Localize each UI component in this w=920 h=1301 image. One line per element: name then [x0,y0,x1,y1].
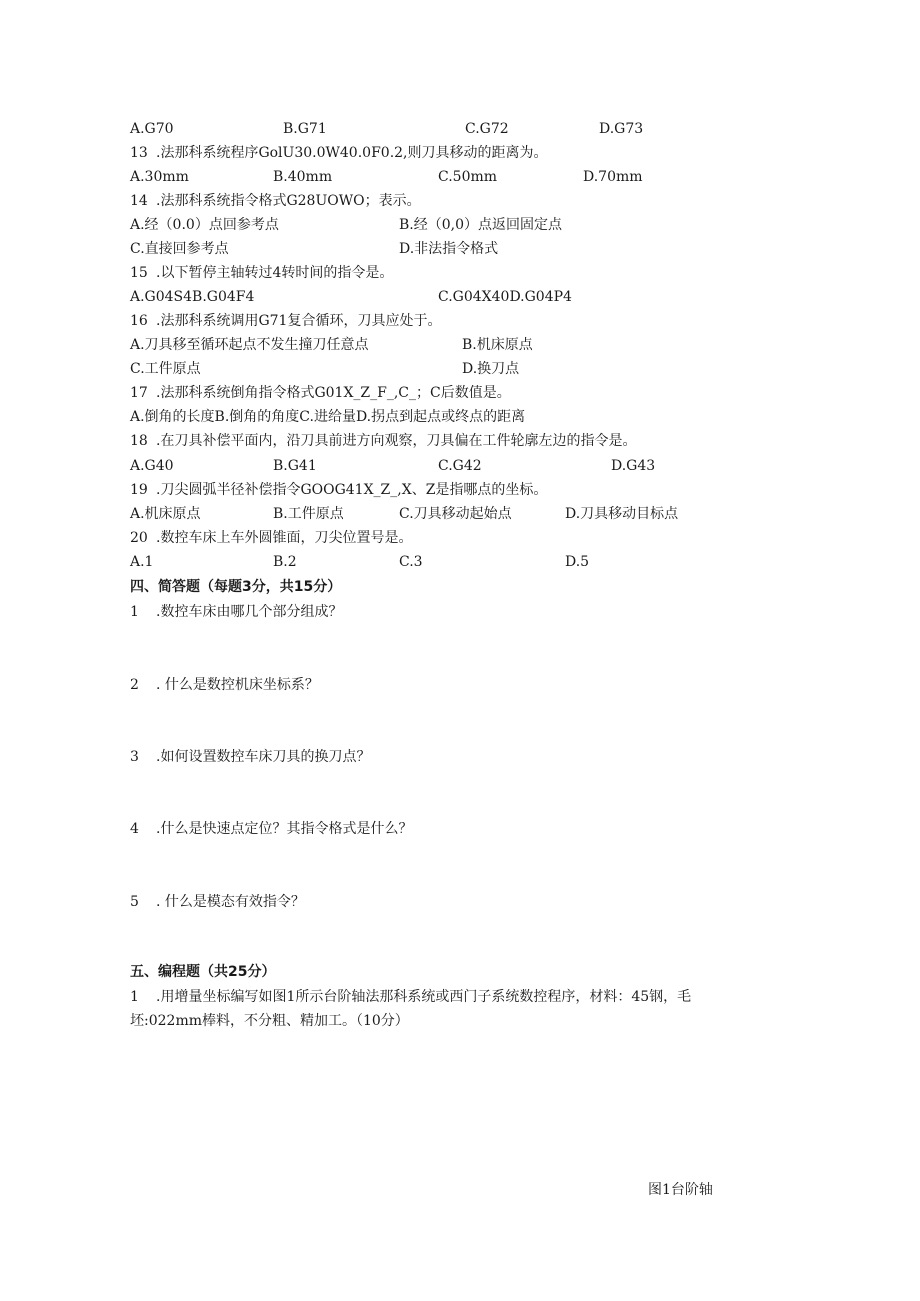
question-text: .在刀具补偿平面内，沿刀具前进方向观察，刀具偏在工件轮廓左边的指令是。 [156,433,637,449]
question-number: 2 [130,677,139,693]
question-17 [130,384,511,402]
sec4-question-2 [130,676,319,694]
q20-option-b: B.2 [273,554,297,570]
question-number: 1 [130,989,139,1005]
question-number: 16 [130,313,148,329]
question-15 [130,264,393,282]
q12-option-b: B.G71 [283,121,327,137]
sec4-question-3 [130,748,370,766]
question-text: .法那科系统倒角指令格式G01X_Z_F_,C_；C后数值是。 [156,385,511,401]
question-number: 13 [130,145,148,161]
sec5-question-1-continued: 坯:022mm棒料，不分粗、精加工。（10分） [130,1013,409,1029]
q16-option-a: A.刀具移至循环起点不发生撞刀任意点 [130,337,369,353]
figure-caption: 图1台阶轴 [648,1182,713,1198]
question-number: 15 [130,265,148,281]
question-14 [130,192,421,210]
sec5-question-1 [130,988,691,1006]
question-text: .法那科系统调用G71复合循环，刀具应处于。 [156,313,442,329]
question-text: .法那科系统程序GolU30.0W40.0F0.2,则刀具移动的距离为。 [156,145,548,161]
question-text: .刀尖圆弧半径补偿指令GOOG41X_Z_,X、Z是指哪点的坐标。 [156,482,548,498]
question-number: 1 [130,604,139,620]
q19-option-d: D.刀具移动目标点 [565,506,679,522]
question-text: .用增量坐标编写如图1所示台阶轴法那科系统或西门子系统数控程序，材料：45钢，毛 [156,989,692,1005]
question-13 [130,144,548,162]
q14-option-b: B.经（0,0）点返回固定点 [399,217,563,233]
q13-option-c: C.50mm [438,169,498,185]
q12-option-a: A.G70 [130,121,174,137]
question-18 [130,432,636,450]
q12-option-c: C.G72 [465,121,509,137]
question-number: 19 [130,482,148,498]
question-text: . 什么是数控机床坐标系？ [156,677,319,693]
q14-option-a: A.经（0.0）点回参考点 [130,217,279,233]
section-4-title: 四、简答题（每题3分，共15分） [130,579,342,595]
question-text: .以下暂停主轴转过4转时间的指令是。 [156,265,394,281]
q16-option-b: B.机床原点 [462,337,533,353]
section-5-title: 五、编程题（共25分） [130,964,276,980]
q13-option-a: A.30mm [130,169,189,185]
question-number: 14 [130,193,148,209]
q19-option-c: C.刀具移动起始点 [399,506,512,522]
q12-option-d: D.G73 [599,121,644,137]
q17-options: A.倒角的长度B.倒角的角度C.进给量D.拐点到起点或终点的距离 [130,409,526,425]
question-20 [130,529,412,547]
question-text: .法那科系统指令格式G28UOWO；表示。 [156,193,421,209]
question-text: . 什么是模态有效指令？ [156,894,305,910]
question-text: .数控车床上车外圆锥面，刀尖位置号是。 [156,530,413,546]
sec4-question-1 [130,603,342,621]
q13-option-d: D.70mm [583,169,643,185]
question-text: .数控车床由哪几个部分组成？ [156,604,343,620]
q18-option-b: B.G41 [273,458,317,474]
question-19 [130,481,547,499]
q16-option-d: D.换刀点 [462,361,520,377]
q20-option-a: A.1 [130,554,154,570]
q13-option-b: B.40mm [273,169,333,185]
q20-option-c: C.3 [399,554,423,570]
q15-option-cd: C.G04X40D.G04P4 [438,289,572,305]
q19-option-a: A.机床原点 [130,506,201,522]
question-number: 18 [130,433,148,449]
sec4-question-4 [130,820,412,838]
question-number: 4 [130,821,139,837]
sec4-question-5 [130,893,305,911]
question-number: 20 [130,530,148,546]
question-16 [130,312,441,330]
q18-option-c: C.G42 [438,458,482,474]
q15-option-ab: A.G04S4B.G04F4 [130,289,255,305]
q16-option-c: C.工件原点 [130,361,201,377]
q18-option-d: D.G43 [611,458,656,474]
q14-option-d: D.非法指令格式 [399,241,499,257]
q18-option-a: A.G40 [130,458,174,474]
question-text: .什么是快速点定位？其指令格式是什么？ [156,821,413,837]
question-text: .如何设置数控车床刀具的换刀点？ [156,749,371,765]
question-number: 5 [130,894,139,910]
question-number: 3 [130,749,139,765]
q14-option-c: C.直接回参考点 [130,241,229,257]
q20-option-d: D.5 [565,554,590,570]
question-number: 17 [130,385,148,401]
q19-option-b: B.工件原点 [273,506,344,522]
